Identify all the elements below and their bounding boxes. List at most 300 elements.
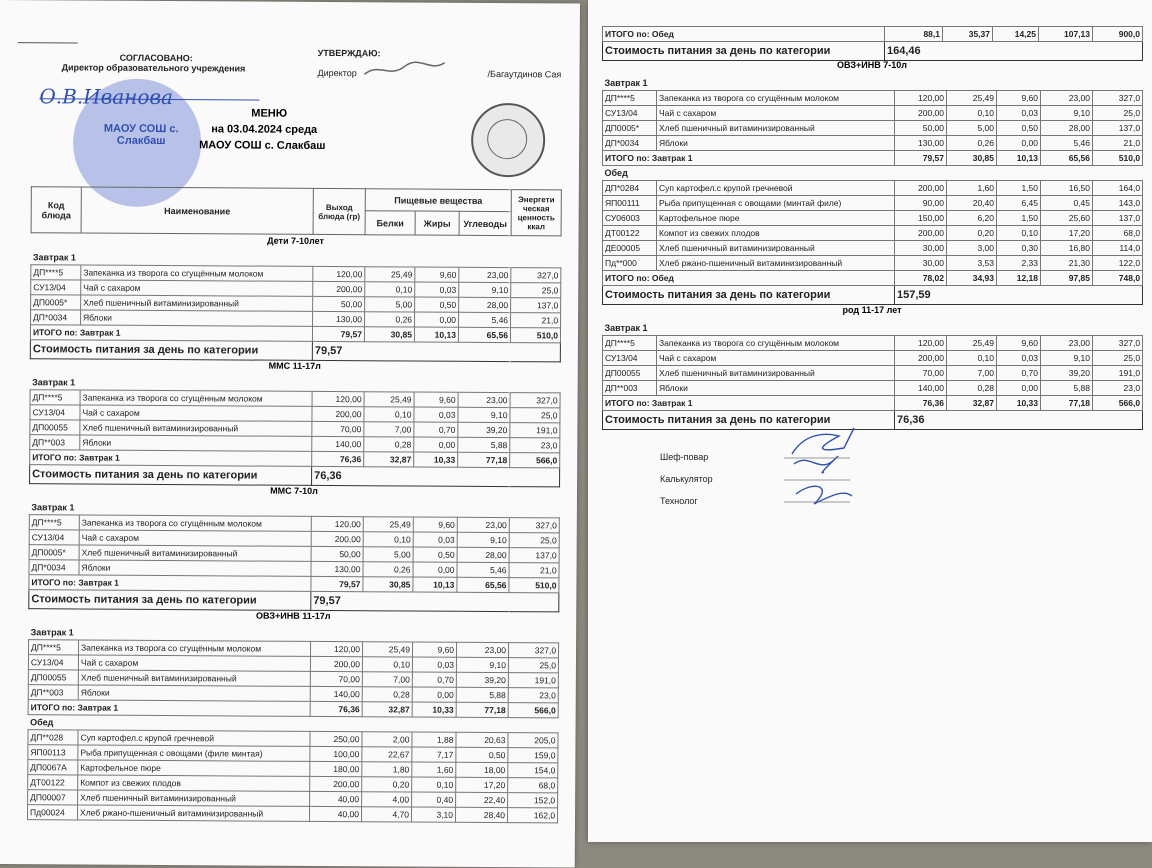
dish-energy: 191,0 <box>508 673 558 688</box>
total-energy: 566,0 <box>508 703 558 718</box>
dish-protein: 7,00 <box>364 422 414 437</box>
dish-carbs: 23,00 <box>457 517 509 532</box>
dish-code: ДП****5 <box>30 390 80 405</box>
total-protein: 35,37 <box>943 27 993 42</box>
dish-carbs: 5,88 <box>456 687 508 702</box>
total-carbs: 65,56 <box>458 327 510 342</box>
dish-carbs: 23,00 <box>459 267 511 282</box>
calculator-label: Калькулятор <box>660 474 713 484</box>
total-label: ИТОГО по: Завтрак 1 <box>603 396 895 411</box>
total-energy: 566,0 <box>1093 396 1143 411</box>
dish-name: Яблоки <box>81 310 313 326</box>
dish-code: ДП****5 <box>603 336 657 351</box>
dish-code: ДП*0034 <box>31 310 81 325</box>
cost-row <box>30 465 560 487</box>
dish-energy: 327,0 <box>1093 336 1143 351</box>
dish-protein: 3,00 <box>947 241 997 256</box>
dish-energy: 327,0 <box>510 393 560 408</box>
col-fat: Жиры <box>415 211 459 235</box>
total-yield: 76,36 <box>895 396 947 411</box>
total-label: ИТОГО по: Завтрак 1 <box>30 450 312 467</box>
dish-code: ДП****5 <box>29 640 79 655</box>
dish-fat: 9,60 <box>997 336 1041 351</box>
total-row <box>603 396 1143 411</box>
dish-code: ДП00007 <box>28 790 78 805</box>
dish-name: Яблоки <box>80 435 312 451</box>
dish-yield: 200,00 <box>895 226 947 241</box>
total-carbs: 107,13 <box>1039 27 1093 42</box>
dish-fat: 1,88 <box>412 732 456 747</box>
total-row <box>603 271 1143 286</box>
table-row <box>603 336 1143 351</box>
table-row <box>603 211 1143 226</box>
dish-name: Компот из свежих плодов <box>657 226 895 241</box>
dish-energy: 114,0 <box>1093 241 1143 256</box>
dish-carbs: 39,20 <box>458 422 510 437</box>
dish-yield: 150,00 <box>895 211 947 226</box>
dish-energy: 137,0 <box>511 298 561 313</box>
cost-value: 79,57 <box>312 341 560 362</box>
dish-protein: 20,40 <box>947 196 997 211</box>
total-protein: 30,85 <box>364 327 414 342</box>
dish-yield: 140,00 <box>895 381 947 396</box>
dish-fat: 0,50 <box>415 297 459 312</box>
dish-fat: 0,03 <box>413 532 457 547</box>
dish-fat: 0,70 <box>997 366 1041 381</box>
dish-fat: 6,45 <box>997 196 1041 211</box>
dish-code: СУ13/04 <box>603 106 657 121</box>
dish-yield: 250,00 <box>310 731 362 746</box>
dish-code: ДП00055 <box>30 420 80 435</box>
table-row <box>603 351 1143 366</box>
dish-yield: 200,00 <box>895 181 947 196</box>
dish-code: ЯП00111 <box>603 196 657 211</box>
dish-yield: 200,00 <box>311 531 363 546</box>
carry-over-total <box>602 26 1143 61</box>
table-row <box>603 196 1143 211</box>
dish-name: Хлеб ржано-пшеничный витаминизированный <box>657 256 895 271</box>
cost-row <box>29 590 559 612</box>
total-yield: 79,57 <box>895 151 947 166</box>
dish-yield: 200,00 <box>313 281 365 296</box>
dish-carbs: 5,46 <box>457 562 509 577</box>
total-energy: 748,0 <box>1093 271 1143 286</box>
meal-name: Обед <box>604 168 628 178</box>
dish-yield: 50,00 <box>313 296 365 311</box>
seal-inner-ring <box>487 119 527 159</box>
table-row <box>603 91 1143 106</box>
dish-yield: 50,00 <box>311 546 363 561</box>
table-row <box>27 805 557 823</box>
total-yield: 78,02 <box>895 271 947 286</box>
dish-name: Хлеб пшеничный витаминизированный <box>78 670 310 686</box>
total-fat: 10,33 <box>412 702 456 717</box>
dish-code: СУ13/04 <box>30 405 80 420</box>
dish-carbs: 25,60 <box>1041 211 1093 226</box>
dish-name: Картофельное пюре <box>78 760 310 776</box>
dish-name: Чай с сахаром <box>78 655 310 671</box>
dish-protein: 1,60 <box>947 181 997 196</box>
dish-yield: 120,00 <box>895 336 947 351</box>
total-carbs: 65,56 <box>457 577 509 592</box>
total-carbs: 65,56 <box>1041 151 1093 166</box>
total-carbs: 77,18 <box>458 452 510 467</box>
dish-protein: 5,00 <box>947 121 997 136</box>
dish-protein: 0,10 <box>947 351 997 366</box>
meal-name: Завтрак 1 <box>604 323 648 333</box>
total-protein: 32,87 <box>364 452 414 467</box>
dish-protein: 22,67 <box>362 747 412 762</box>
dish-yield: 130,00 <box>313 311 365 326</box>
column-header <box>31 186 562 236</box>
dish-fat: 3,10 <box>411 807 455 822</box>
menu-table <box>28 500 560 612</box>
dish-code: ДП**003 <box>30 435 80 450</box>
dish-fat: 0,00 <box>997 136 1041 151</box>
dish-carbs: 0,50 <box>456 747 508 762</box>
dish-carbs: 18,00 <box>456 762 508 777</box>
dish-energy: 122,0 <box>1093 256 1143 271</box>
dish-protein: 25,49 <box>364 392 414 407</box>
dish-name: Чай с сахаром <box>657 351 895 366</box>
meal-name: Завтрак 1 <box>31 502 75 513</box>
menu-title: МЕНЮ <box>251 107 288 120</box>
table-row <box>603 381 1143 396</box>
category-title: ММС 11-17л <box>268 360 321 371</box>
table-row <box>603 181 1143 196</box>
dish-yield: 200,00 <box>310 656 362 671</box>
right-menu-body <box>602 60 1142 430</box>
dish-yield: 70,00 <box>310 671 362 686</box>
meal-group-row <box>603 321 1143 336</box>
category-title: Дети 7-10лет <box>267 235 324 246</box>
dish-energy: 205,0 <box>508 733 558 748</box>
total-fat: 10,33 <box>997 396 1041 411</box>
dish-carbs: 39,20 <box>1041 366 1093 381</box>
dish-protein: 0,28 <box>947 381 997 396</box>
dish-carbs: 9,10 <box>1041 351 1093 366</box>
dish-fat: 0,03 <box>415 282 459 297</box>
dish-protein: 5,00 <box>365 297 415 312</box>
dish-fat: 9,60 <box>413 517 457 532</box>
total-protein: 32,87 <box>362 702 412 717</box>
chef-label: Шеф-повар <box>660 452 709 462</box>
menu-table <box>602 76 1143 305</box>
cost-row <box>30 340 560 362</box>
dish-code: ДТ00122 <box>603 226 657 241</box>
dish-fat: 0,03 <box>997 106 1041 121</box>
staff-signatures <box>784 424 864 524</box>
dish-carbs: 0,45 <box>1041 196 1093 211</box>
dish-name: Чай с сахаром <box>80 405 312 421</box>
dish-carbs: 20,63 <box>456 732 508 747</box>
dish-energy: 23,0 <box>510 438 560 453</box>
total-fat: 10,13 <box>997 151 1041 166</box>
dish-fat: 0,10 <box>997 226 1041 241</box>
dish-energy: 327,0 <box>511 268 561 283</box>
cost-value: 76,36 <box>312 466 560 487</box>
total-label: ИТОГО по: Завтрак 1 <box>28 700 310 717</box>
total-protein: 30,85 <box>363 577 413 592</box>
corner-mark <box>18 42 78 43</box>
dish-carbs: 5,88 <box>458 437 510 452</box>
menu-table <box>29 375 561 487</box>
dish-fat: 0,50 <box>413 547 457 562</box>
dish-carbs: 5,46 <box>459 312 511 327</box>
table-row <box>603 256 1143 271</box>
director-signature <box>360 58 450 81</box>
dish-yield: 200,00 <box>895 351 947 366</box>
dish-name: Запеканка из творога со сгущённым молоком <box>79 515 311 531</box>
dish-energy: 21,0 <box>511 313 561 328</box>
dish-energy: 25,0 <box>511 283 561 298</box>
dish-code: ДП****5 <box>29 515 79 530</box>
dish-yield: 40,00 <box>310 791 362 806</box>
total-protein: 30,85 <box>947 151 997 166</box>
total-fat: 10,13 <box>413 577 457 592</box>
category-title: ММС 7-10л <box>270 485 318 496</box>
dish-carbs: 28,00 <box>457 547 509 562</box>
dish-protein: 7,00 <box>947 366 997 381</box>
dish-energy: 154,0 <box>508 763 558 778</box>
cost-label: Стоимость питания за день по категории <box>603 42 885 61</box>
total-fat: 10,33 <box>414 452 458 467</box>
dish-yield: 70,00 <box>312 421 364 436</box>
director-label: Директор <box>317 67 357 79</box>
total-fat: 14,25 <box>993 27 1039 42</box>
dish-fat: 0,70 <box>414 422 458 437</box>
dish-fat: 9,60 <box>415 267 459 282</box>
dish-code: ДП0067А <box>28 760 78 775</box>
dish-protein: 6,20 <box>947 211 997 226</box>
table-row <box>603 226 1143 241</box>
school-seal <box>471 103 545 177</box>
dish-code: СУ13/04 <box>29 530 79 545</box>
dish-name: Яблоки <box>78 685 310 701</box>
dish-code: Пд**000 <box>603 256 657 271</box>
dish-fat: 9,60 <box>412 642 456 657</box>
dish-protein: 0,20 <box>362 777 412 792</box>
dish-protein: 0,20 <box>947 226 997 241</box>
dish-carbs: 16,50 <box>1041 181 1093 196</box>
dish-protein: 0,26 <box>947 136 997 151</box>
meal-group-row <box>603 76 1143 91</box>
dish-energy: 25,0 <box>1093 351 1143 366</box>
dish-carbs: 28,00 <box>459 297 511 312</box>
dish-code: ДП****5 <box>603 91 657 106</box>
stamp-text: МАОУ СОШ с. Слакбаш <box>103 122 179 148</box>
cost-label: Стоимость питания за день по категории <box>29 590 311 611</box>
dish-code: ДЕ00005 <box>603 241 657 256</box>
cost-value: 157,59 <box>895 286 1143 305</box>
total-protein: 32,87 <box>947 396 997 411</box>
dish-protein: 0,28 <box>362 687 412 702</box>
dish-fat: 0,30 <box>997 241 1041 256</box>
col-carbs: Углеводы <box>459 211 511 235</box>
dish-yield: 50,00 <box>895 121 947 136</box>
cost-label: Стоимость питания за день по категории <box>603 411 895 430</box>
dish-protein: 25,49 <box>363 517 413 532</box>
total-protein: 34,93 <box>947 271 997 286</box>
menu-sheet-right <box>588 0 1152 842</box>
dish-code: ДТ00122 <box>28 775 78 790</box>
total-row <box>603 27 1143 42</box>
dish-name: Хлеб пшеничный витаминизированный <box>657 241 895 256</box>
dish-fat: 0,70 <box>412 672 456 687</box>
dish-energy: 159,0 <box>508 748 558 763</box>
dish-carbs: 28,00 <box>1041 121 1093 136</box>
dish-code: СУ13/04 <box>31 280 81 295</box>
school-name: МАОУ СОШ с. Слакбаш <box>199 139 326 152</box>
dish-code: ЯП00113 <box>28 745 78 760</box>
dish-code: ДП****5 <box>31 265 81 280</box>
col-yield: Выход блюда (гр) <box>313 188 365 234</box>
dish-protein: 0,10 <box>364 407 414 422</box>
col-name: Наименование <box>81 187 313 234</box>
dish-carbs: 22,40 <box>456 792 508 807</box>
dish-code: ДП*0034 <box>29 560 79 575</box>
dish-fat: 0,00 <box>997 381 1041 396</box>
dish-energy: 25,0 <box>509 533 559 548</box>
dish-name: Хлеб пшеничный витаминизированный <box>78 790 310 806</box>
dish-code: ДП**003 <box>603 381 657 396</box>
dish-protein: 4,00 <box>362 792 412 807</box>
dish-carbs: 5,46 <box>1041 136 1093 151</box>
table-row <box>603 366 1143 381</box>
meal-name: Завтрак 1 <box>30 627 74 638</box>
dish-name: Запеканка из творога со сгущённым молоком <box>79 640 311 656</box>
dish-name: Яблоки <box>657 381 895 396</box>
dish-energy: 23,0 <box>508 688 558 703</box>
dish-yield: 100,00 <box>310 746 362 761</box>
dish-code: ДП00055 <box>28 670 78 685</box>
dish-code: ДП**003 <box>28 685 78 700</box>
dish-energy: 162,0 <box>507 808 557 823</box>
dish-energy: 25,0 <box>510 408 560 423</box>
total-label: ИТОГО по: Завтрак 1 <box>603 151 895 166</box>
col-protein: Белки <box>365 211 415 235</box>
dish-carbs: 28,40 <box>455 807 507 822</box>
total-row <box>603 151 1143 166</box>
total-energy: 510,0 <box>510 328 560 343</box>
cost-value: 76,36 <box>895 411 1143 430</box>
dish-protein: 25,49 <box>947 91 997 106</box>
dish-yield: 120,00 <box>310 641 362 656</box>
dish-carbs: 9,10 <box>459 282 511 297</box>
dish-fat: 0,10 <box>412 777 456 792</box>
total-energy: 510,0 <box>1093 151 1143 166</box>
dish-fat: 7,17 <box>412 747 456 762</box>
total-energy: 566,0 <box>510 453 560 468</box>
menu-table <box>30 250 562 362</box>
dish-yield: 120,00 <box>312 391 364 406</box>
dish-code: ДП0005* <box>603 121 657 136</box>
dish-yield: 120,00 <box>895 91 947 106</box>
left-menu-body <box>27 234 561 823</box>
dish-name: Рыба припущенная с овощами (филе минтая) <box>78 745 310 761</box>
total-yield: 88,1 <box>885 27 943 42</box>
dish-name: Яблоки <box>79 560 311 576</box>
total-carbs: 77,18 <box>1041 396 1093 411</box>
dish-yield: 130,00 <box>895 136 947 151</box>
cost-label: Стоимость питания за день по категории <box>603 286 895 305</box>
dish-yield: 200,00 <box>895 106 947 121</box>
dish-fat: 9,60 <box>414 392 458 407</box>
total-fat: 12,18 <box>997 271 1041 286</box>
total-yield: 76,36 <box>312 451 364 466</box>
dish-name: Запеканка из творога со сгущённым молоком <box>81 265 313 281</box>
dish-fat: 9,60 <box>997 91 1041 106</box>
dish-code: ДП**028 <box>28 730 78 745</box>
dish-carbs: 23,00 <box>1041 336 1093 351</box>
dish-name: Чай с сахаром <box>81 280 313 296</box>
dish-fat: 0,00 <box>414 437 458 452</box>
meal-name: Завтрак 1 <box>32 377 76 388</box>
menu-table <box>602 321 1143 430</box>
dish-carbs: 17,20 <box>456 777 508 792</box>
dish-yield: 120,00 <box>311 516 363 531</box>
dish-fat: 1,50 <box>997 211 1041 226</box>
dish-name: Запеканка из творога со сгущённым молоком <box>80 390 312 406</box>
dish-fat: 1,50 <box>997 181 1041 196</box>
total-yield: 79,57 <box>312 326 364 341</box>
dish-name: Картофельное пюре <box>657 211 895 226</box>
meal-name: Обед <box>30 717 54 728</box>
dish-carbs: 9,10 <box>1041 106 1093 121</box>
dish-yield: 140,00 <box>310 686 362 701</box>
dish-name: Запеканка из творога со сгущённым молоком <box>657 336 895 351</box>
dish-protein: 25,49 <box>947 336 997 351</box>
dish-yield: 30,00 <box>895 256 947 271</box>
dish-name: Хлеб ржано-пшеничный витаминизированный <box>77 805 309 821</box>
dish-code: ДП0005* <box>29 545 79 560</box>
dish-protein: 0,26 <box>365 312 415 327</box>
dish-energy: 137,0 <box>509 548 559 563</box>
dish-protein: 0,28 <box>364 437 414 452</box>
total-energy: 510,0 <box>509 578 559 593</box>
dish-yield: 130,00 <box>311 561 363 576</box>
dish-energy: 191,0 <box>510 423 560 438</box>
table-row <box>603 106 1143 121</box>
total-yield: 76,36 <box>310 701 362 716</box>
total-yield: 79,57 <box>311 576 363 591</box>
total-label: ИТОГО по: Завтрак 1 <box>29 575 311 592</box>
dish-energy: 327,0 <box>508 643 558 658</box>
dish-protein: 5,00 <box>363 547 413 562</box>
dish-protein: 25,49 <box>365 267 415 282</box>
dish-fat: 0,00 <box>412 687 456 702</box>
total-label: ИТОГО по: Обед <box>603 271 895 286</box>
dish-energy: 164,0 <box>1093 181 1143 196</box>
category-title: ОВЗ+ИНВ 7-10л <box>837 60 907 70</box>
cost-label: Стоимость питания за день по категории <box>30 340 312 361</box>
col-nutrients: Пищевые вещества <box>365 189 511 212</box>
dish-energy: 327,0 <box>509 518 559 533</box>
dish-name: Хлеб пшеничный витаминизированный <box>657 366 895 381</box>
table-row <box>603 121 1143 136</box>
dish-energy: 191,0 <box>1093 366 1143 381</box>
dish-name: Суп картофел.с крупой гречневой <box>657 181 895 196</box>
menu-table <box>27 625 559 823</box>
dish-carbs: 9,10 <box>457 532 509 547</box>
technologist-label: Технолог <box>660 496 698 506</box>
dish-energy: 137,0 <box>1093 121 1143 136</box>
dish-yield: 90,00 <box>895 196 947 211</box>
dish-yield: 40,00 <box>309 806 361 821</box>
dish-carbs: 16,80 <box>1041 241 1093 256</box>
dish-carbs: 5,88 <box>1041 381 1093 396</box>
dish-name: Хлеб пшеничный витаминизированный <box>79 545 311 561</box>
